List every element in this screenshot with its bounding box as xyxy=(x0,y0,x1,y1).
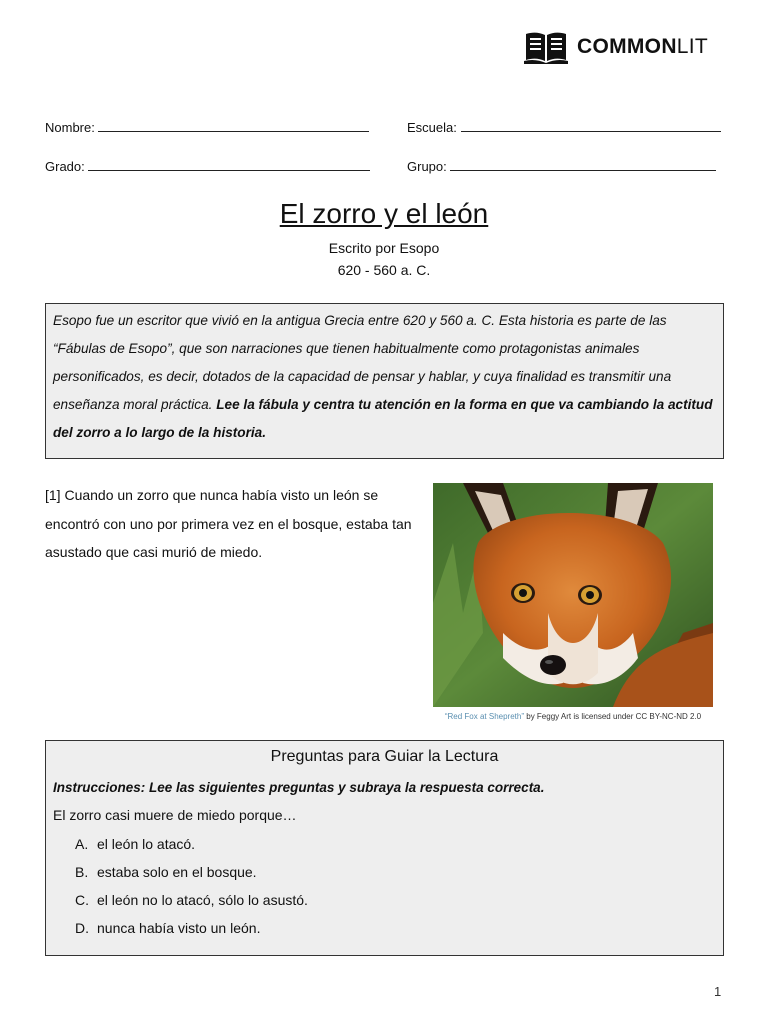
grupo-line[interactable] xyxy=(450,159,716,171)
questions-title: Preguntas para Guiar la Lectura xyxy=(270,748,499,765)
fox-illustration xyxy=(433,483,713,707)
fox-photo xyxy=(433,483,713,707)
intro-text: Esopo fue un escritor que vivió en la antigua Grecia entre 620 y 560 a. C. Esta historia es parte de las “Fábulas de Esopo”, que son narraciones que tienen habitualmente como protagonistas animales personificados, es decir, dotados de la capacidad de pensar y hablar, y cuya finalidad es transmitir una enseñanza moral práctica. xyxy=(53,313,672,412)
escuela-line[interactable] xyxy=(461,120,721,132)
questions-box xyxy=(45,740,724,956)
caption-link[interactable]: “Red Fox at Shepreth” xyxy=(444,712,525,721)
option-text: nunca había visto un león. xyxy=(97,920,261,936)
open-book-icon xyxy=(524,30,568,64)
option-letter: B. xyxy=(75,864,89,880)
intro-box xyxy=(45,303,724,459)
grado-field[interactable] xyxy=(45,159,370,174)
escuela-field[interactable] xyxy=(407,120,721,135)
author-line: Escrito por Esopo xyxy=(328,240,440,256)
dates-line: 620 - 560 a. C. xyxy=(337,262,431,278)
page-title: El zorro y el león xyxy=(279,198,489,229)
option-letter: C. xyxy=(75,892,89,908)
questions-instructions: Instrucciones: Lee las siguientes preguntas y subraya la respuesta correcta. xyxy=(53,780,545,795)
option-c[interactable] xyxy=(75,892,308,908)
caption-license: by Feggy Art is licensed under CC BY-NC-ND 2.0 xyxy=(524,712,702,721)
intro-bold-text: Lee la fábula y centra tu atención en la forma en que va cambiando la actitud del zorro a lo largo de la historia. xyxy=(53,397,713,440)
escuela-label: Escuela: xyxy=(407,120,457,135)
commonlit-logo xyxy=(524,30,708,64)
grado-line[interactable] xyxy=(88,159,370,171)
question-stem: El zorro casi muere de miedo porque… xyxy=(53,807,297,823)
logo-wordmark: COMMONLIT xyxy=(577,35,709,58)
grado-label: Grado: xyxy=(45,159,85,174)
option-text: el león no lo atacó, sólo lo asustó. xyxy=(97,892,308,908)
option-letter: A. xyxy=(75,836,89,852)
page-number: 1 xyxy=(714,984,722,999)
option-b[interactable] xyxy=(75,864,257,880)
nombre-line[interactable] xyxy=(98,120,369,132)
image-caption xyxy=(433,712,713,721)
grupo-field[interactable] xyxy=(407,159,716,174)
option-letter: D. xyxy=(75,920,89,936)
grupo-label: Grupo: xyxy=(407,159,447,174)
option-text: estaba solo en el bosque. xyxy=(97,864,257,880)
nombre-field[interactable] xyxy=(45,120,369,135)
story-paragraph: [1] Cuando un zorro que nunca había visto un león se encontró con uno por primera vez en el bosque, estaba tan asustado que casi murió de miedo. xyxy=(45,487,412,560)
option-a[interactable] xyxy=(75,836,195,852)
nombre-label: Nombre: xyxy=(45,120,95,135)
option-text: el león lo atacó. xyxy=(97,836,196,852)
option-d[interactable] xyxy=(75,920,260,936)
